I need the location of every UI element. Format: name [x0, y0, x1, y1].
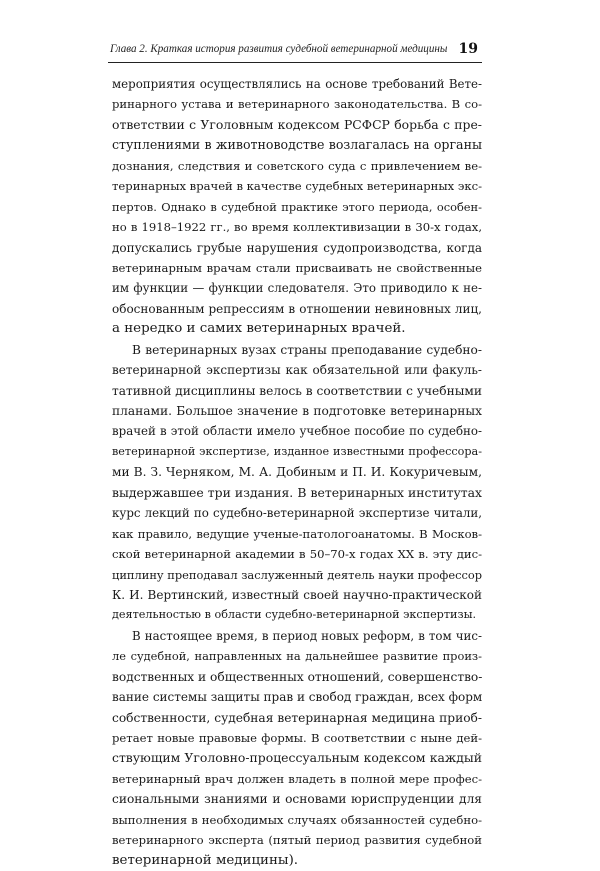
text-line: деятельностью в области судебно-ветеринарной экспертизы. — [112, 608, 477, 622]
text-line: ответствии с Уголовным кодексом РСФСР борьба с пре- — [112, 116, 482, 132]
text-line: вание системы защиты прав и свобод граждан, всех форм — [112, 690, 482, 705]
text-line: ретает новые правовые формы. В соответствии с ныне дей- — [112, 731, 482, 745]
text-line: водственных и общественных отношений, совершенство- — [112, 669, 482, 684]
text-line: дознания, следствия и советского суда с привлечением ве- — [112, 158, 482, 173]
text-line: планами. Большое значение в подготовке ветеринарных — [112, 404, 482, 418]
text-line: ветеринарным врачам стали присваивать не свойственные — [112, 260, 482, 275]
running-header — [108, 40, 482, 63]
text-line: выполнения в необходимых случаях обязанностей судебно- — [112, 812, 482, 827]
text-line: ле судебной, направленных на дальнейшее развитие произ- — [112, 649, 482, 664]
paragraph-3 — [112, 626, 482, 871]
chapter-title: Глава 2. Краткая история развития судебной ветеринарной медицины — [110, 43, 448, 55]
text-line: ветеринарной экспертизы как обязательной или факуль- — [112, 363, 482, 378]
text-line: тативной дисциплины велось в соответствии с учебными — [112, 383, 482, 398]
text-line: а нередко и самих ветеринарных врачей. — [112, 321, 406, 337]
body-text — [112, 74, 482, 871]
text-line: выдержавшее три издания. В ветеринарных институтах — [112, 484, 482, 500]
text-line: ринарного устава и ветеринарного законодательства. В со- — [112, 97, 482, 112]
text-line: пертов. Однако в судебной практике этого периода, особен- — [112, 199, 482, 214]
text-line: ми В. З. Черняком, М. А. Добиным и П. И. Кокуричевым, — [112, 465, 482, 480]
text-line: допускались грубые нарушения судопроизводства, когда — [112, 240, 482, 255]
text-line: ветеринарного эксперта (пятый период развития судебной — [112, 833, 482, 848]
paragraph-1 — [112, 74, 482, 340]
text-line: В настоящее время, в период новых реформ, в том чис- — [132, 628, 482, 643]
text-line: ской ветеринарной академии в 50–70-х годах XX в. эту дис- — [112, 547, 482, 562]
text-line: ветеринарный врач должен владеть в полной мере профес- — [112, 771, 482, 786]
text-line: им функции — функции следователя. Это приводило к не- — [112, 281, 482, 296]
text-line: ствующим Уголовно-процессуальным кодексом каждый — [112, 750, 482, 766]
text-line: как правило, ведущие ученые-патологоанатомы. В Москов- — [112, 526, 482, 541]
text-line: В ветеринарных вузах страны преподавание судебно- — [132, 342, 482, 357]
text-line: ветеринарной экспертизе, изданное известными профессора- — [112, 444, 482, 458]
text-line: ветеринарной медицины). — [112, 852, 299, 868]
text-line: собственности, судебная ветеринарная медицина приоб- — [112, 710, 482, 725]
text-line: мероприятия осуществлялись на основе требований Вете- — [112, 77, 482, 91]
text-line: теринарных врачей в качестве судебных ветеринарных экс- — [112, 179, 482, 194]
text-line: К. И. Вертинский, известный своей научно-практической — [112, 587, 482, 602]
text-line: обоснованным репрессиям в отношении невиновных лиц, — [112, 301, 482, 316]
text-line: но в 1918–1922 гг., во время коллективизации в 30-х годах, — [112, 220, 482, 235]
page-number: 19 — [458, 41, 478, 57]
paragraph-2 — [112, 340, 482, 626]
text-line: врачей в этой области имело учебное пособие по судебно- — [112, 424, 482, 439]
text-line: ступлениями в животноводстве возлагалась на органы — [112, 137, 482, 153]
text-line: циплину преподавал заслуженный деятель науки профессор — [112, 567, 482, 582]
text-line: курс лекций по судебно-ветеринарной экспертизе читали, — [112, 506, 482, 521]
text-line: сиональными знаниями и основами юриспруденции для — [112, 792, 482, 807]
